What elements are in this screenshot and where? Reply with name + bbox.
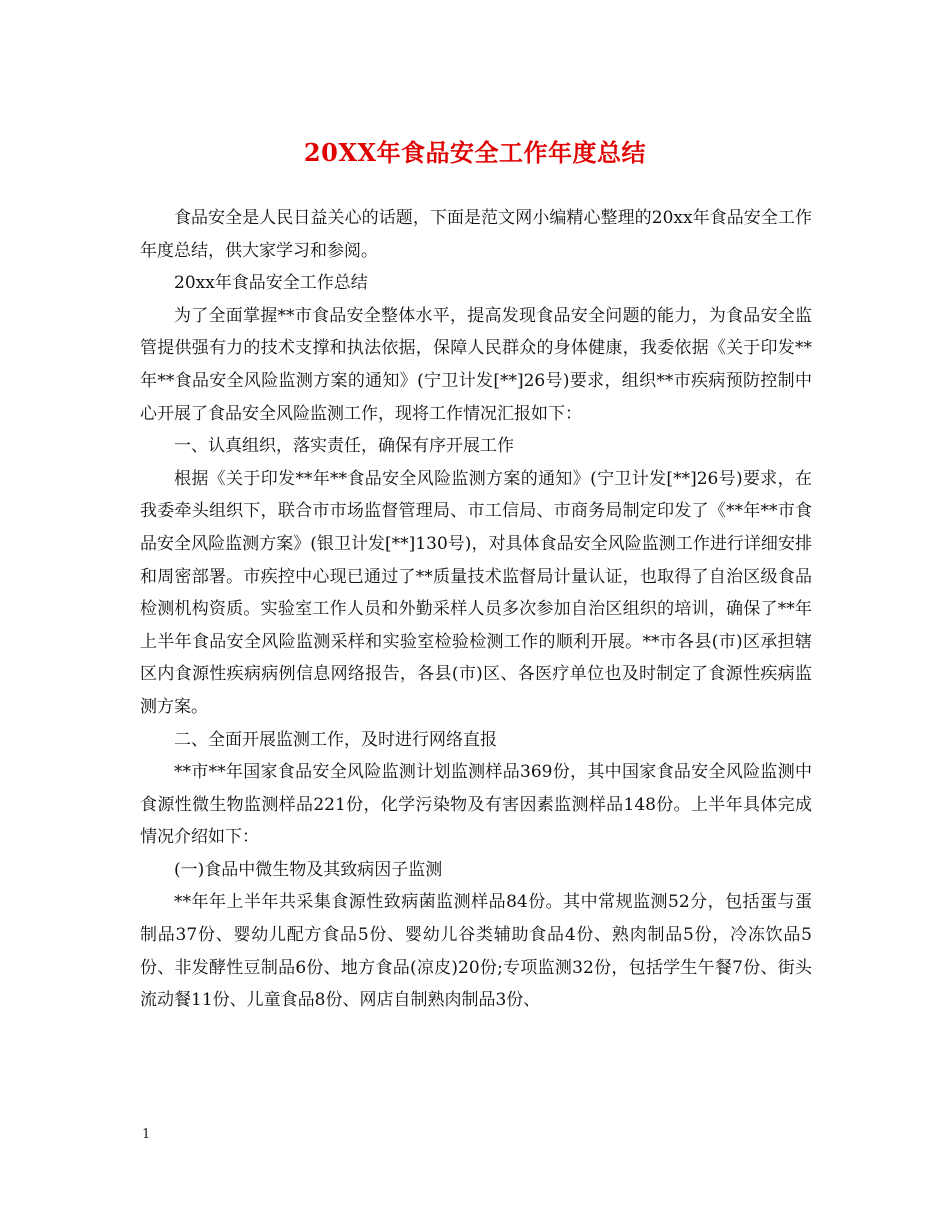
- paragraph-subtitle: 20xx年食品安全工作总结: [174, 273, 368, 294]
- paragraph-monitoring-plan: **市**年国家食品安全风险监测计划监测样品369份，其中国家食品安全风险监测中食源性微生物监测样品221份，化学污染物及有害因素监测样品148份。上半年具体完成情况介绍如下：: [140, 762, 812, 848]
- subsection-heading-1: (一)食品中微生物及其致病因子监测: [174, 859, 443, 880]
- paragraph-purpose: 为了全面掌握**市食品安全整体水平，提高发现食品安全问题的能力，为食品安全监管提供强有力的技术支撑和执法依据，保障人民群众的身体健康，我委依据《关于印发**年**食品安全风险监测方案的通知》(宁卫计发[**]26号)要求，组织**市疾病预防控制中心开展了食品安全风险监测工作，现将工作情况汇报如下：: [140, 305, 812, 424]
- document-body: [140, 202, 812, 1017]
- section-heading-2: 二、全面开展监测工作，及时进行网络直报: [174, 729, 497, 750]
- document-title: 20XX年食品安全工作年度总结: [303, 138, 647, 167]
- page-number: 1: [142, 1127, 151, 1142]
- paragraph-microbial-monitoring: **年年上半年共采集食源性致病菌监测样品84份。其中常规监测52分，包括蛋与蛋制品37份、婴幼儿配方食品5份、婴幼儿谷类辅助食品4份、熟肉制品5份，冷冻饮品5份、非发酵性豆制品6份、地方食品(凉皮)20份;专项监测32份，包括学生午餐7份、街头流动餐11份、儿童食品8份、网店自制熟肉制品3份、: [140, 892, 812, 1011]
- paragraph-intro: 食品安全是人民日益关心的话题，下面是范文网小编精心整理的20xx年食品安全工作年度总结，供大家学习和参阅。: [140, 208, 812, 261]
- paragraph-organization: 根据《关于印发**年**食品安全风险监测方案的通知》(宁卫计发[**]26号)要求，在我委牵头组织下，联合市市场监督管理局、市工信局、市商务局制定印发了《**年**市食品安全风险监测方案》(银卫计发[**]130号)，对具体食品安全风险监测工作进行详细安排和周密部署。市疾控中心现已通过了**质量技术监督局计量认证，也取得了自治区级食品检测机构资质。实验室工作人员和外勤采样人员多次参加自治区组织的培训，确保了**年上半年食品安全风险监测采样和实验室检验检测工作的顺利开展。**市各县(市)区承担辖区内食源性疾病病例信息网络报告，各县(市)区、各医疗单位也及时制定了食源性疾病监测方案。: [140, 468, 812, 717]
- section-heading-1: 一、认真组织，落实责任，确保有序开展工作: [174, 436, 514, 457]
